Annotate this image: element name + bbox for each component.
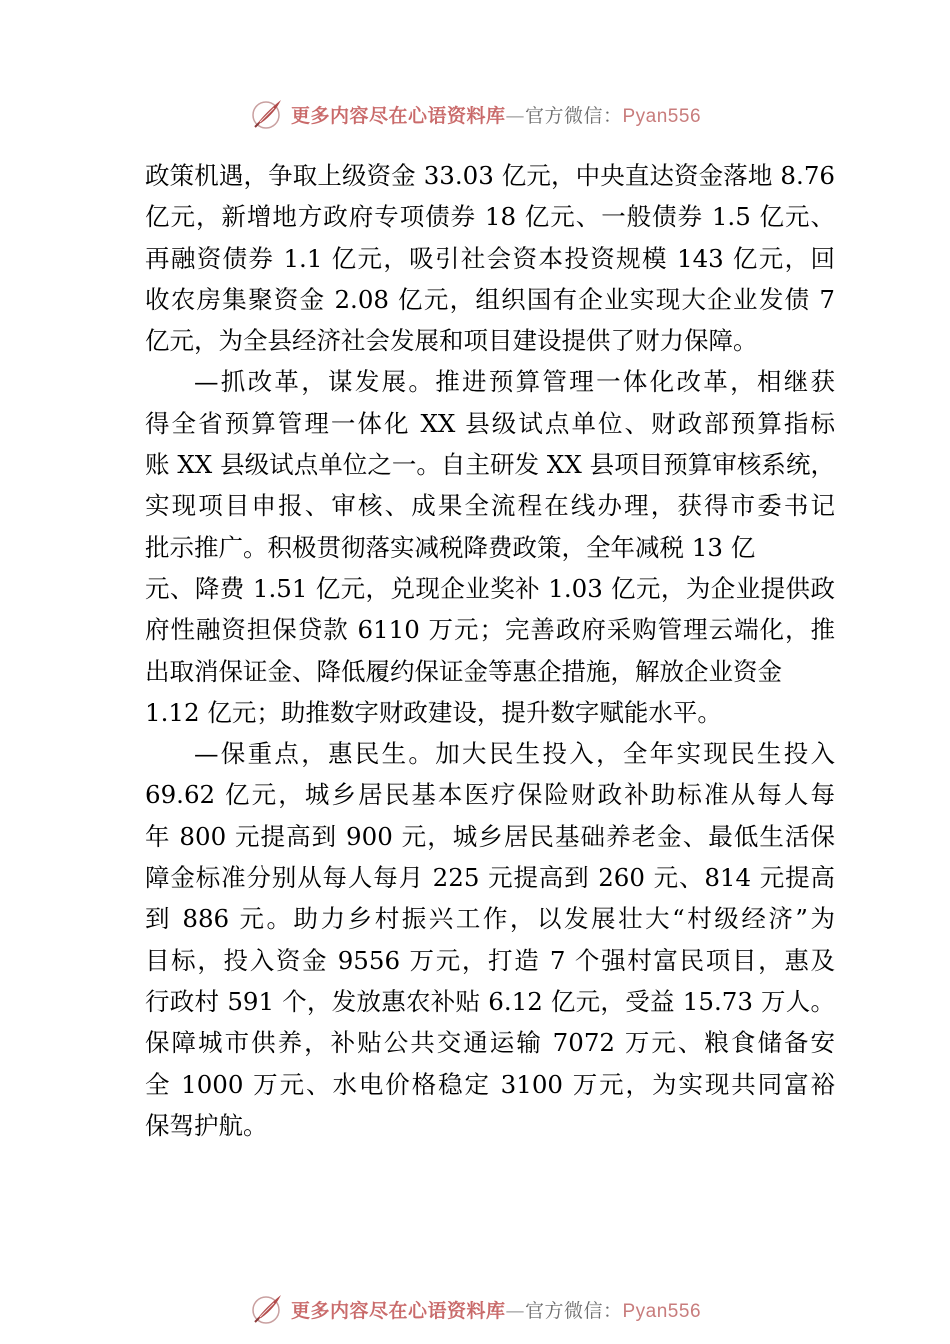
text-line: 到 886 元。助力乡村振兴工作，以发展壮大“村级经济”为	[145, 904, 835, 934]
text-line: —保重点，惠民生。加大民生投入，全年实现民生投入	[194, 739, 835, 769]
text-line: 1.12 亿元；助推数字财政建设，提升数字赋能水平。	[145, 697, 722, 727]
text-line: 府性融资担保贷款 6110 万元；完善政府采购管理云端化，推	[145, 615, 835, 645]
text-line: 收农房集聚资金 2.08 亿元，组织国有企业实现大企业发债 7	[145, 284, 835, 314]
header-banner-text	[291, 101, 701, 128]
text-line: 账 XX 县级试点单位之一。自主研发 XX 县项目预算审核系统，	[145, 450, 835, 480]
text-line: 69.62 亿元，城乡居民基本医疗保险财政补助标准从每人每	[145, 780, 835, 810]
quill-pen-logo-icon	[249, 96, 285, 132]
text-line: 目标，投入资金 9556 万元，打造 7 个强村富民项目，惠及	[145, 945, 835, 975]
text-line: 保障城市供养，补贴公共交通运输 7072 万元、粮食储备安	[145, 1028, 835, 1058]
text-line: —抓改革，谋发展。推进预算管理一体化改革，相继获	[194, 367, 835, 397]
footer-banner	[0, 1289, 950, 1329]
text-line: 全 1000 万元、水电价格稳定 3100 万元，为实现共同富裕	[145, 1069, 835, 1099]
dash-separator: —	[505, 104, 525, 127]
text-line: 再融资债券 1.1 亿元，吸引社会资本投资规模 143 亿元，回	[145, 243, 835, 273]
text-line: 亿元，为全县经济社会发展和项目建设提供了财力保障。	[145, 326, 758, 356]
text-line: 元、降费 1.51 亿元，兑现企业奖补 1.03 亿元，为企业提供政	[145, 573, 835, 603]
text-line: 年 800 元提高到 900 元，城乡居民基础养老金、最低生活保	[145, 821, 835, 851]
wechat-label: 官方微信：	[524, 104, 623, 127]
text-line: 出取消保证金、降低履约保证金等惠企措施，解放企业资金	[145, 656, 782, 686]
wechat-id: Pyan556	[622, 105, 702, 127]
text-line: 行政村 591 个，发放惠农补贴 6.12 亿元，受益 15.73 万人。	[145, 986, 835, 1016]
library-name: 更多内容尽在心语资料库	[290, 104, 506, 127]
wechat-label: 官方微信：	[524, 1299, 623, 1322]
text-line: 批示推广。积极贯彻落实减税降费政策，全年减税 13 亿	[145, 532, 756, 562]
text-line: 政策机遇，争取上级资金 33.03 亿元，中央直达资金落地 8.76	[145, 161, 835, 190]
dash-separator: —	[505, 1299, 525, 1322]
text-line: 得全省预算管理一体化 XX 县级试点单位、财政部预算指标	[145, 408, 835, 438]
text-line: 实现项目申报、审核、成果全流程在线办理，获得市委书记	[145, 491, 835, 521]
paragraph-reform	[145, 361, 835, 733]
library-name: 更多内容尽在心语资料库	[290, 1299, 506, 1322]
quill-pen-logo-icon	[249, 1291, 285, 1327]
text-line: 障金标准分别从每人每月 225 元提高到 260 元、814 元提高	[145, 863, 835, 893]
text-line: 亿元，新增地方政府专项债券 18 亿元、一般债券 1.5 亿元、	[145, 202, 835, 232]
header-banner	[0, 94, 950, 134]
text-line: 保驾护航。	[145, 1110, 268, 1140]
wechat-id: Pyan556	[622, 1300, 702, 1322]
document-body	[145, 155, 835, 1146]
footer-banner-text	[291, 1296, 701, 1323]
paragraph-livelihood	[145, 733, 835, 1146]
paragraph-funding	[145, 155, 835, 361]
